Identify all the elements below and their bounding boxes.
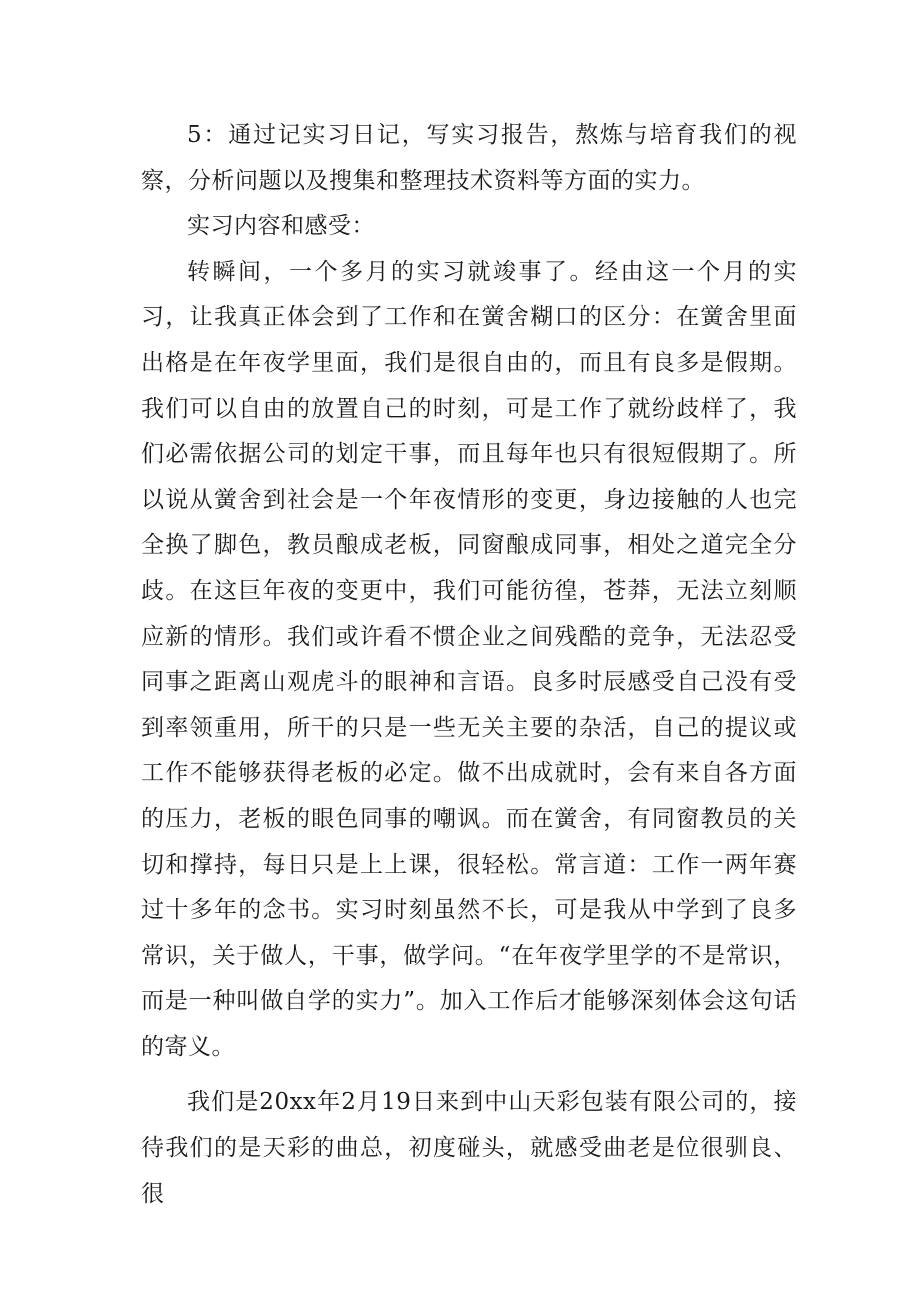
paragraph-company-arrival: 我们是20xx年2月19日来到中山天彩包装有限公司的，接待我们的是天彩的曲总，初度碰头，就感受曲老是位很驯良、很 (141, 1089, 797, 1207)
paragraph-objective-5: 5：通过记实习日记，写实习报告，熬炼与培育我们的视察，分析问题以及搜集和整理技术资料等方面的实力。 (141, 122, 797, 194)
section-heading-content-and-feelings: 实习内容和感受： (187, 213, 375, 240)
paragraph-internship-reflection: 转瞬间，一个多月的实习就竣事了。经由这一个月的实习，让我真正体会到了工作和在黉舍糊口的区分：在黉舍里面出格是在年夜学里面，我们是很自由的，而且有良多是假期。我们可以自由的放置自己的时刻，可是工作了就纷歧样了，我们必需依据公司的划定干事，而且每年也只有很短假期了。所以说从黉舍到社会是一个年夜情形的变更，身边接触的人也完全换了脚色，教员酿成老板，同窗酿成同事，相处之道完全分歧。在这巨年夜的变更中，我们可能彷徨，苍莽，无法立刻顺应新的情形。我们或许看不惯企业之间残酷的竞争，无法忍受同事之距离山观虎斗的眼神和言语。良多时辰感受自己没有受到率领重用，所干的只是一些无关主要的杂活，自己的提议或工作不能够获得老板的必定。做不出成就时，会有来自各方面的压力，老板的眼色同事的嘲讽。而在黉舍，有同窗教员的关切和撑持，每日只是上上课，很轻松。常言道：工作一两年赛过十多年的念书。实习时刻虽然不长，可是我从中学到了良多常识，关于做人，干事，做学问。“在年夜学里学的不是常识，而是一种叫做自学的实力”。加入工作后才能够深刻体会这句话的寄义。 (141, 258, 797, 1060)
document-body (141, 113, 797, 1217)
